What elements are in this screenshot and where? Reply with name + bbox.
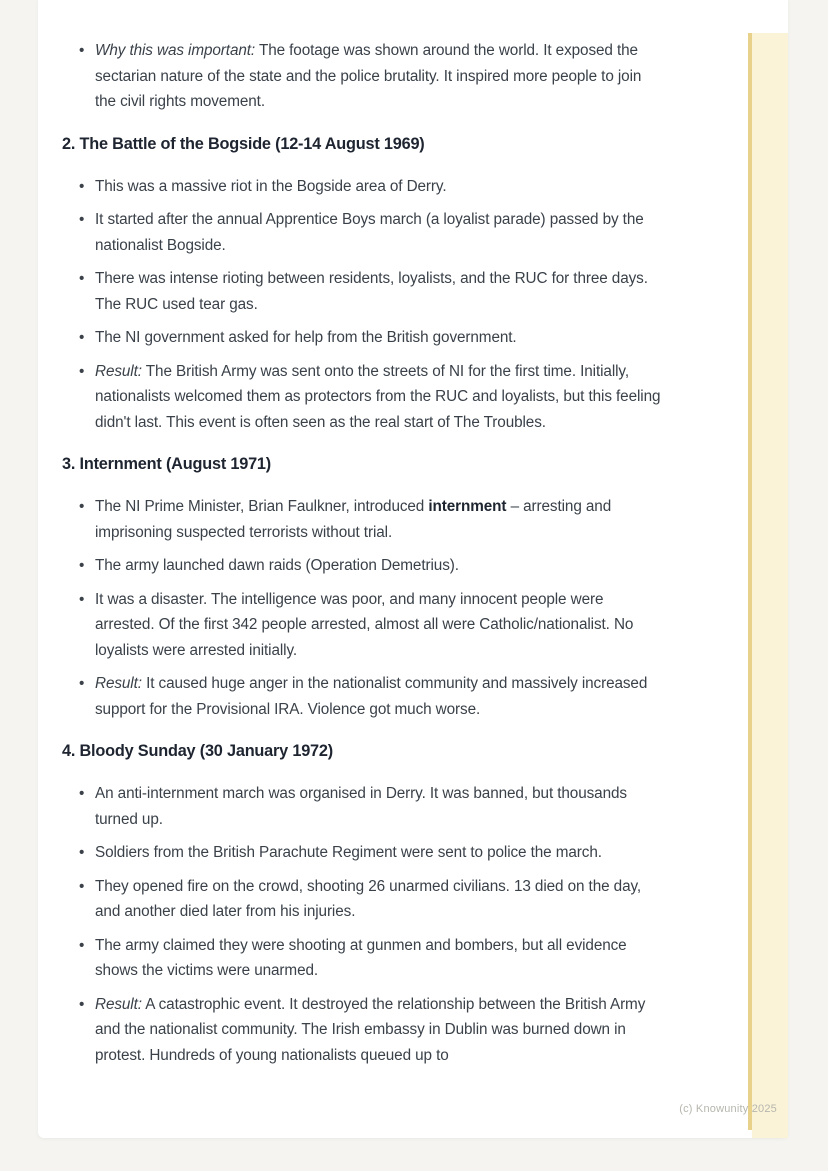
list-item <box>62 266 662 317</box>
list-item <box>62 781 662 832</box>
body-text: It started after the annual Apprentice Boys march (a loyalist parade) passed by the nationalist Bogside. <box>95 211 644 254</box>
document-section <box>62 132 662 436</box>
bold-text: internment <box>428 498 507 515</box>
list-item <box>62 874 662 925</box>
list-item <box>62 494 662 545</box>
body-text: A catastrophic event. It destroyed the relationship between the British Army and the nationalist community. The Irish embassy in Dublin was burned down in protest. Hundreds of young nationalists queued up to <box>95 995 646 1064</box>
body-text: They opened fire on the crowd, shooting 26 unarmed civilians. 13 died on the day, and another died later from his injuries. <box>95 877 642 920</box>
document-section <box>62 452 662 722</box>
document-section <box>62 38 662 115</box>
body-text: There was intense rioting between residents, loyalists, and the RUC for three days. The RUC used tear gas. <box>95 270 648 313</box>
italic-lead-in: Result: <box>95 995 142 1013</box>
yellow-highlight-edge <box>748 33 752 1130</box>
list-item <box>62 325 662 351</box>
body-text: The British Army was sent onto the streets of NI for the first time. Initially, nationalists welcomed them as protectors from the RUC and loyalists, but this feeling didn't last. This event is often seen as the real start of The Troubles. <box>95 362 661 431</box>
list-item <box>62 992 662 1069</box>
body-text: The army claimed they were shooting at gunmen and bombers, but all evidence shows the victims were unarmed. <box>95 936 627 979</box>
yellow-highlight-annotation <box>752 33 788 1138</box>
body-text: The NI government asked for help from the British government. <box>95 329 517 346</box>
section-heading: 2. The Battle of the Bogside (12-14 August 1969) <box>62 134 425 153</box>
section-heading: 3. Internment (August 1971) <box>62 455 272 473</box>
list-item <box>62 840 662 866</box>
italic-lead-in: Result: <box>95 362 142 380</box>
body-text: The NI Prime Minister, Brian Faulkner, introduced <box>95 498 429 515</box>
body-text: Soldiers from the British Parachute Regiment were sent to police the march. <box>95 844 602 861</box>
body-text: It caused huge anger in the nationalist community and massively increased support for the Provisional IRA. Violence got much worse. <box>95 675 648 718</box>
document-page <box>38 0 788 1138</box>
document-content <box>62 38 662 1076</box>
document-section <box>62 739 662 1068</box>
body-text: It was a disaster. The intelligence was poor, and many innocent people were arrested. Of the first 342 people arrested, almost all were Catholic/nationalist. No loyalists were arrested initially. <box>95 590 634 659</box>
body-text: The footage was shown around the world. It exposed the sectarian nature of the state and the police brutality. It inspired more people to join the civil rights movement. <box>95 42 642 110</box>
italic-lead-in: Result: <box>95 675 142 692</box>
bullet-list <box>62 174 662 436</box>
list-item <box>62 359 662 436</box>
list-item <box>62 553 662 579</box>
bullet-list <box>62 781 662 1068</box>
section-heading: 4. Bloody Sunday (30 January 1972) <box>62 742 333 760</box>
bullet-list <box>62 494 662 722</box>
list-item <box>62 587 662 664</box>
bullet-list <box>62 38 662 115</box>
body-text: This was a massive riot in the Bogside area of Derry. <box>95 177 447 195</box>
list-item <box>62 933 662 984</box>
list-item <box>62 38 662 115</box>
list-item <box>62 207 662 258</box>
list-item <box>62 671 662 722</box>
body-text: An anti-internment march was organised in Derry. It was banned, but thousands turned up. <box>95 785 627 828</box>
body-text: The army launched dawn raids (Operation Demetrius). <box>95 557 459 574</box>
italic-lead-in: Why this was important: <box>95 42 256 59</box>
watermark: (c) Knowunity 2025 <box>679 1103 777 1115</box>
body-text: – arresting and imprisoning suspected terrorists without trial. <box>95 498 612 541</box>
list-item <box>62 174 662 200</box>
